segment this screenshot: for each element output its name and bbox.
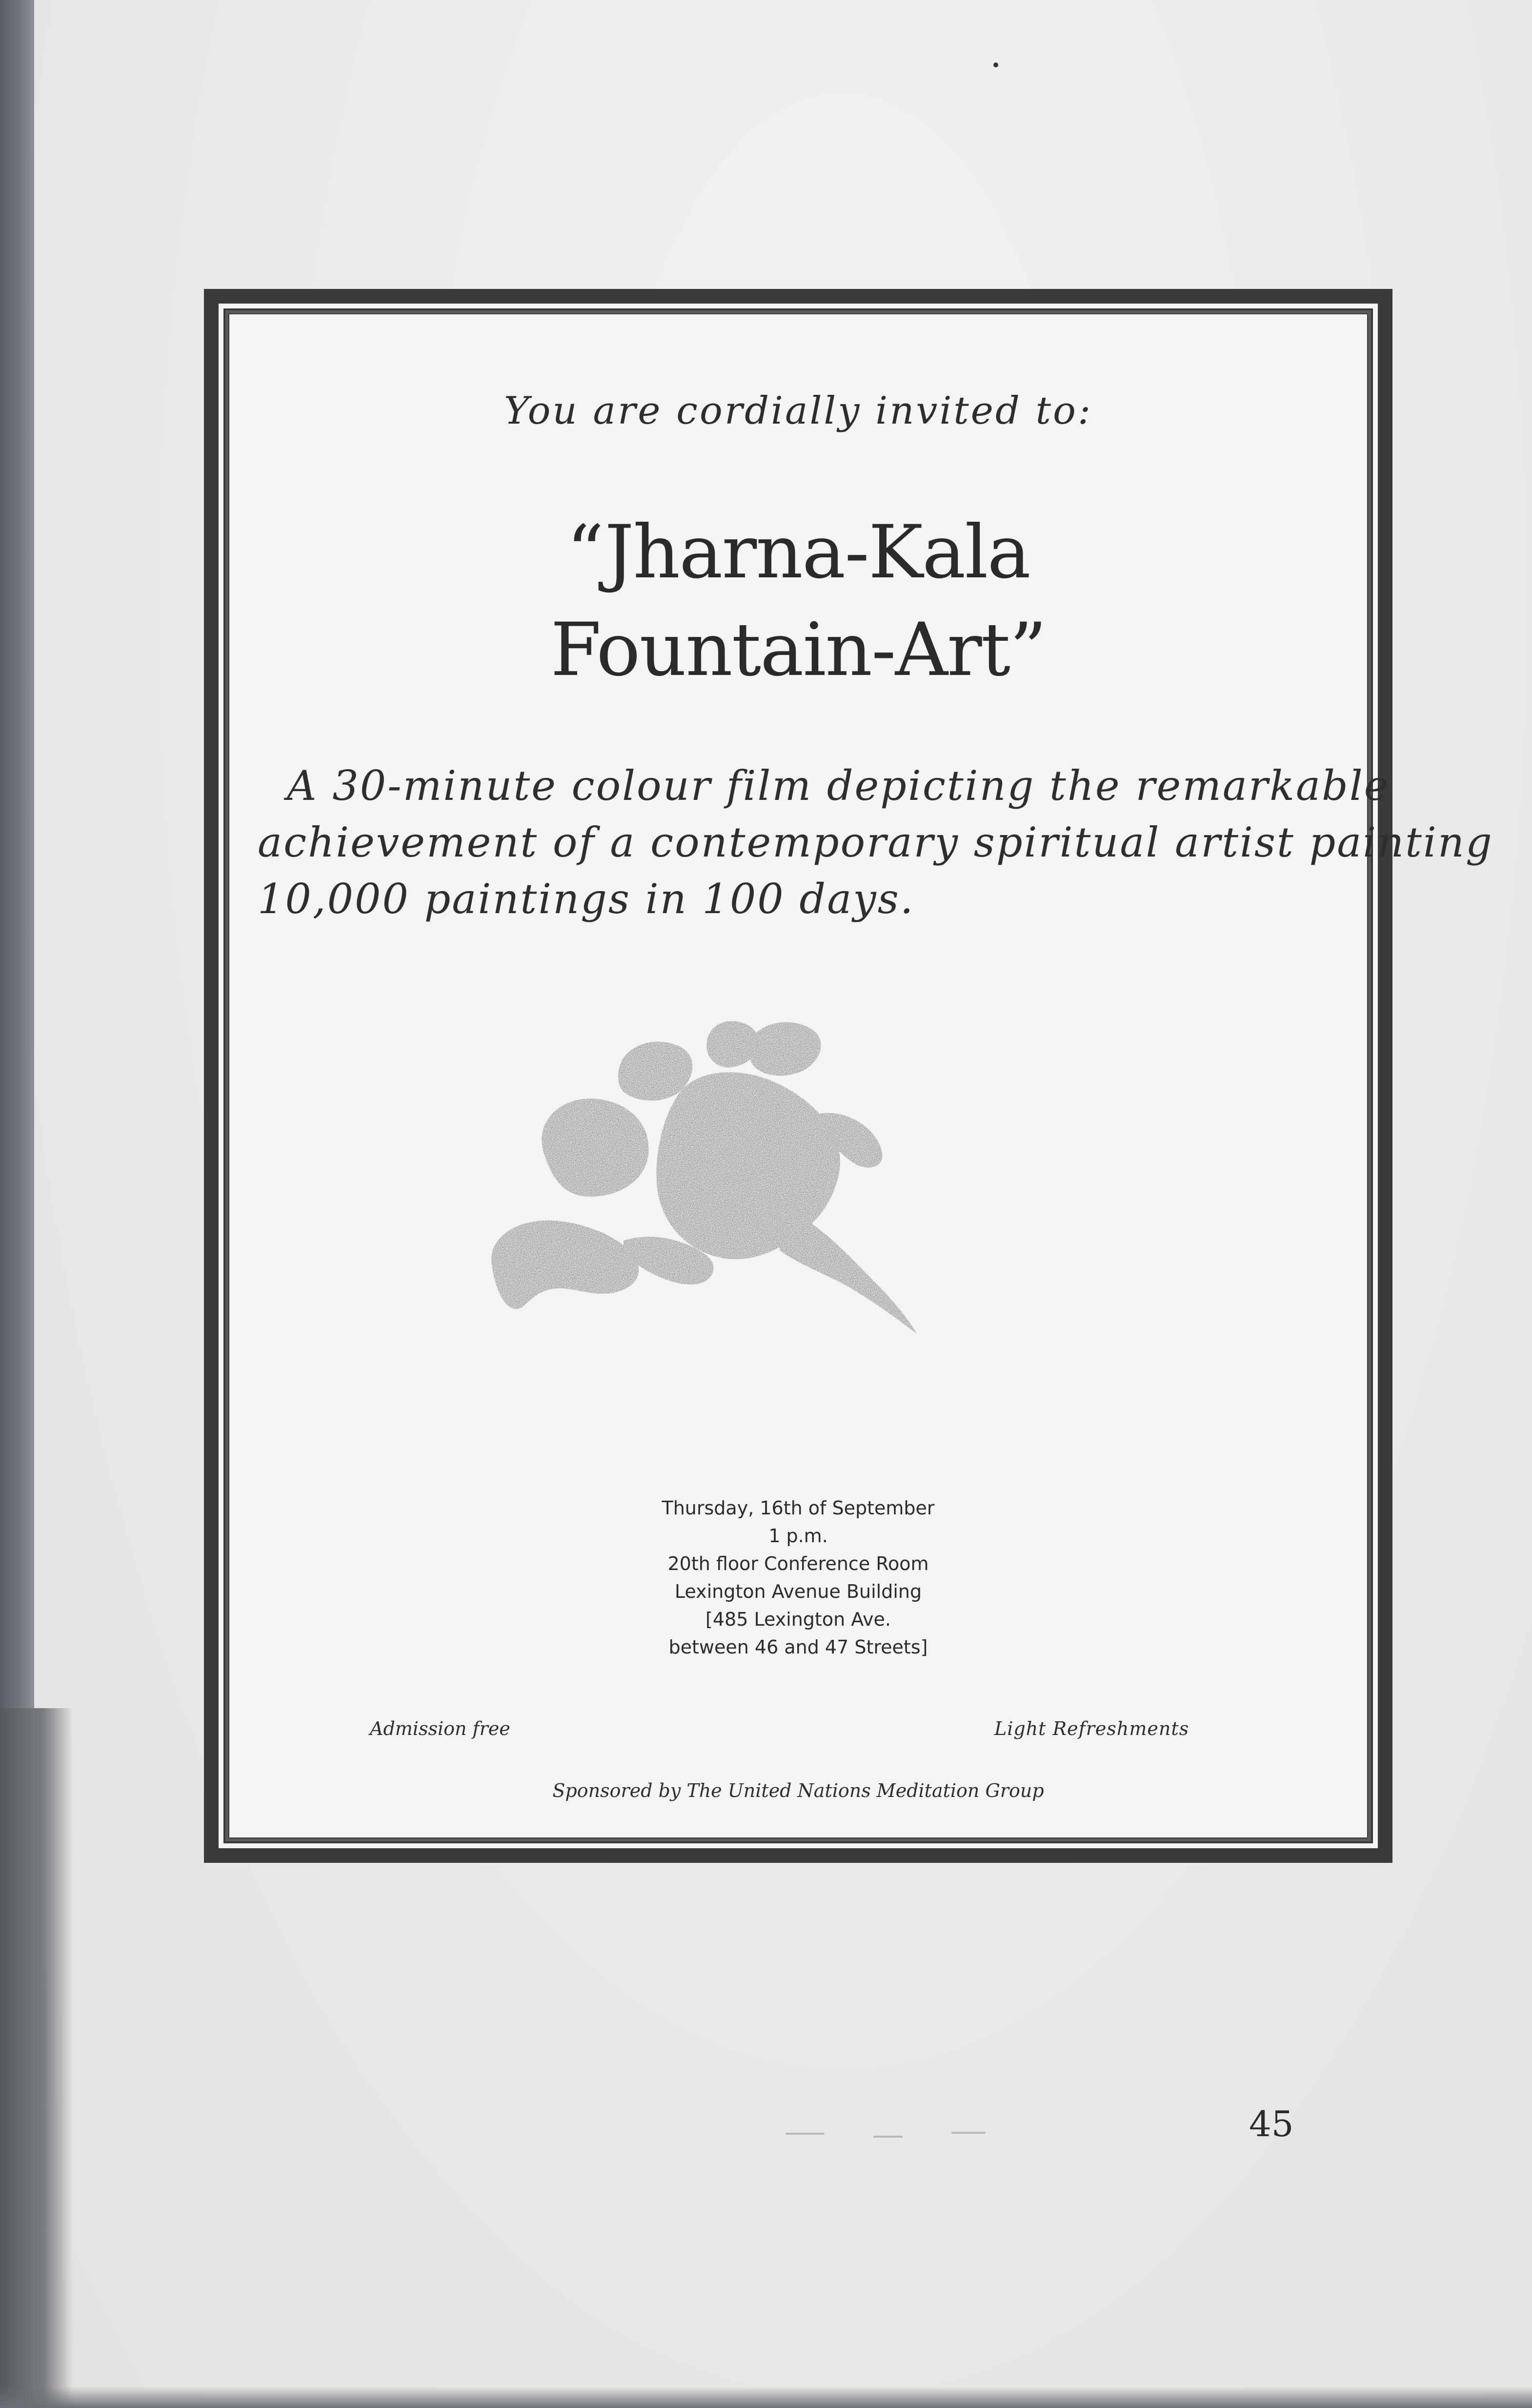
smudge-mark <box>951 2132 986 2134</box>
event-building: Lexington Avenue Building <box>674 1581 922 1602</box>
smudge-mark <box>786 2133 825 2135</box>
title-line-1: “Jharna-Kala <box>566 510 1030 595</box>
invitation-content <box>204 289 1493 1863</box>
event-time: 1 p.m. <box>768 1525 828 1547</box>
event-address: [485 Lexington Ave. <box>706 1609 891 1630</box>
event-date: Thursday, 16th of September <box>662 1497 935 1519</box>
event-title <box>204 504 1392 699</box>
brush-strokes <box>491 1021 916 1333</box>
smudge-mark <box>873 2136 903 2138</box>
description-line: A 30-minute colour film depicting the remarkable <box>287 762 1390 810</box>
refreshments-note: Light Refreshments <box>994 1718 1189 1739</box>
scan-shadow-left <box>0 1708 73 2408</box>
description-line: achievement of a contemporary spiritual artist painting <box>258 818 1493 866</box>
title-line-2: Fountain-Art” <box>550 608 1046 693</box>
event-details <box>204 1494 1392 1661</box>
page-number: 45 <box>1249 2103 1294 2144</box>
event-cross-streets: between 46 and 47 Streets] <box>668 1636 928 1658</box>
admission-note: Admission free <box>370 1718 510 1739</box>
sponsor-line: Sponsored by The United Nations Meditation Group <box>552 1780 1044 1801</box>
ink-brush-painting-icon <box>477 1011 965 1333</box>
scan-edge-bottom <box>0 2387 1532 2408</box>
stray-mark <box>993 62 998 67</box>
invitation-intro: You are cordially invited to: <box>504 389 1093 433</box>
film-description <box>258 757 1493 927</box>
description-line: 10,000 paintings in 100 days. <box>258 875 915 923</box>
event-room: 20th floor Conference Room <box>667 1553 929 1574</box>
